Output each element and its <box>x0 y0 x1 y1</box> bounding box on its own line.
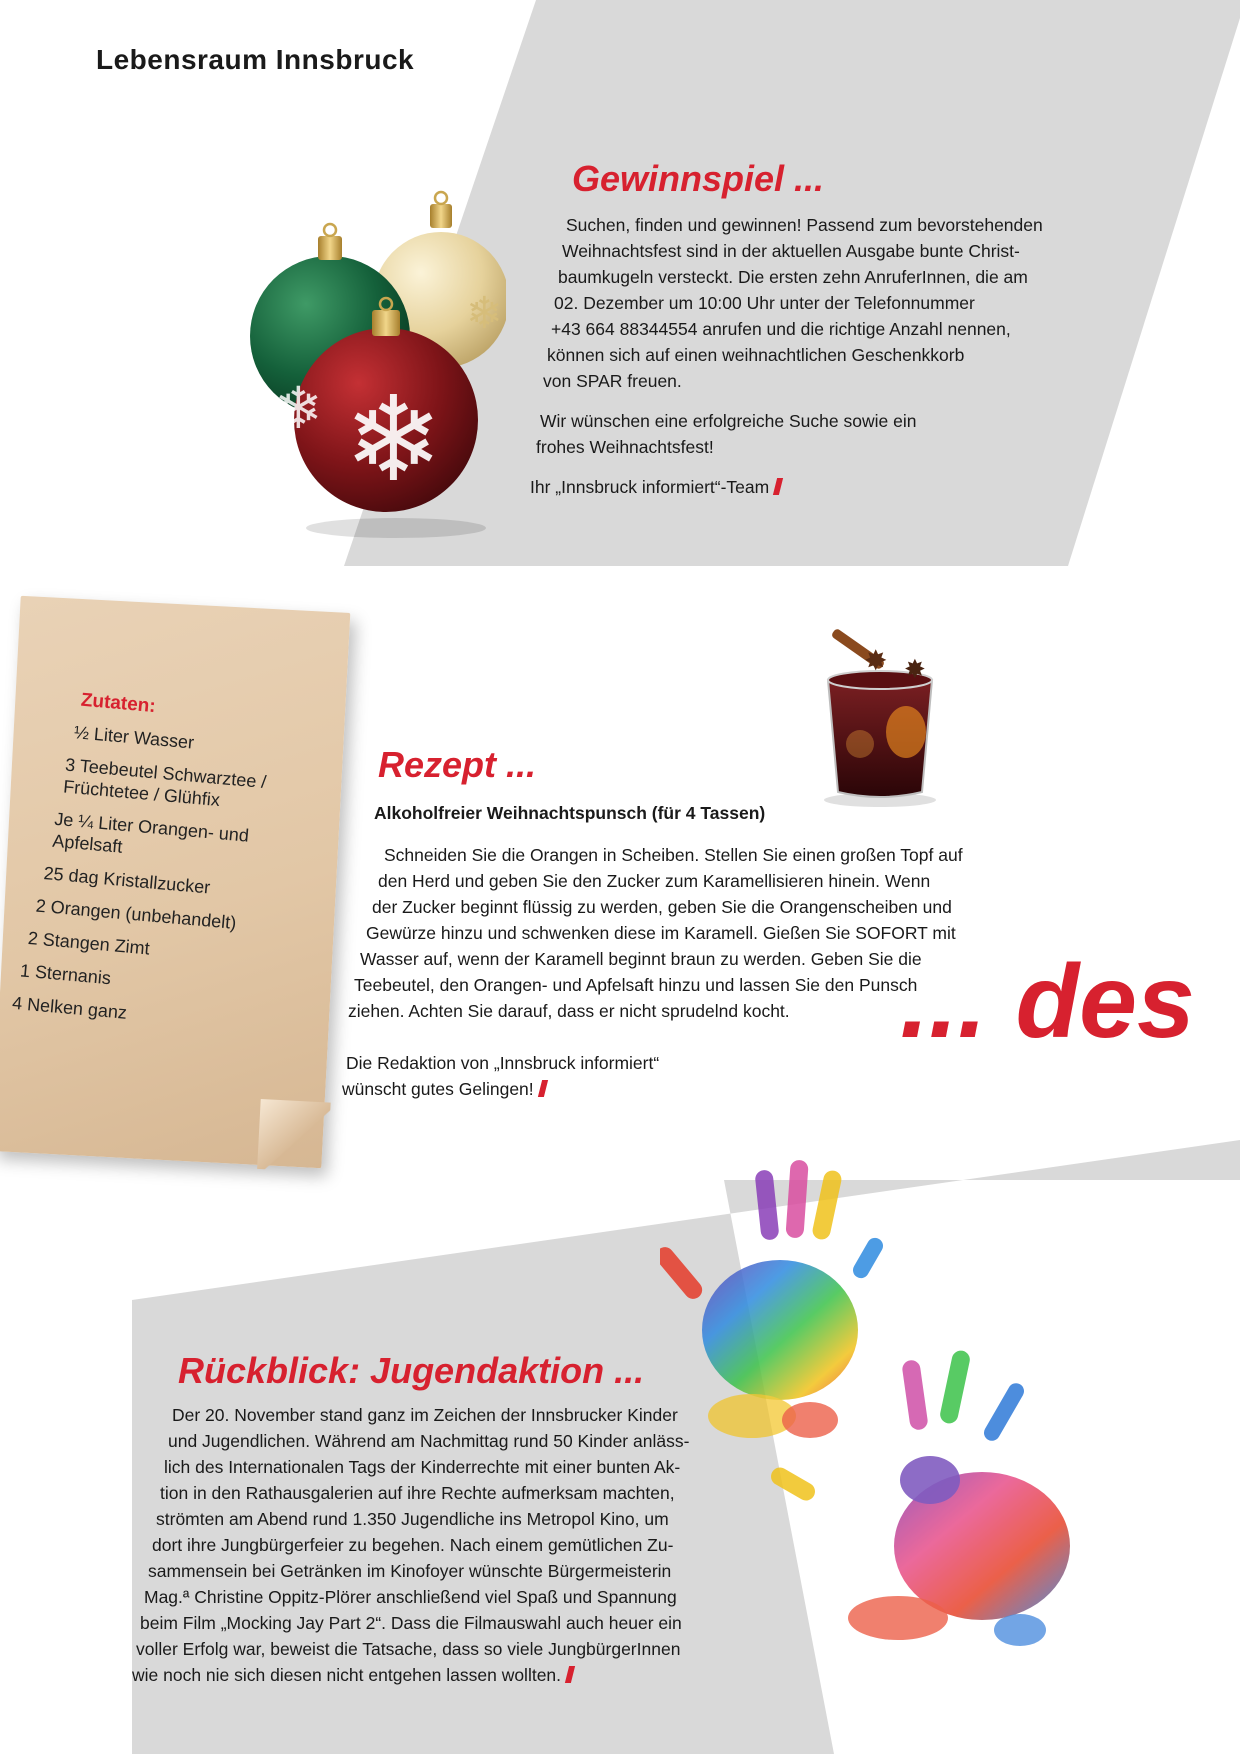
gewinnspiel-line: Suchen, finden und gewinnen! Passend zum bevorstehenden <box>566 215 1043 235</box>
handprint-left <box>660 1160 886 1438</box>
punch-glass-image <box>808 624 958 814</box>
page-header-title: Lebensraum Innsbruck <box>96 44 415 75</box>
big-des-text: ... des <box>900 944 1195 1060</box>
rueckblick-line: beim Film „Mocking Jay Part 2“. Dass die Filmauswahl auch heuer ein <box>140 1613 682 1633</box>
star-anise-icon: ✸ <box>904 655 926 685</box>
ingredient-item: 4 Nelken ganz <box>11 992 128 1023</box>
ingredient-item: 1 Sternanis <box>19 960 112 989</box>
ingredient-item: ½ Liter Wasser <box>73 722 195 753</box>
gewinnspiel-line: können sich auf einen weihnachtlichen Geschenkkorb <box>547 345 965 365</box>
orange-highlight <box>846 730 874 758</box>
orange-slice <box>886 706 926 758</box>
gold-snowflake-icon: ❄ <box>466 288 503 339</box>
gewinnspiel-title: Gewinnspiel ... <box>572 158 825 199</box>
rezept-line: den Herd und geben Sie den Zucker zum Karamellisieren hinein. Wenn <box>378 871 931 891</box>
green-ornament-cap <box>318 236 342 260</box>
gewinnspiel-wish-line: frohes Weihnachtsfest! <box>536 437 714 457</box>
rezept-line: der Zucker beginnt flüssig zu werden, geben Sie die Orangenscheiben und <box>372 897 952 917</box>
gold-ornament-hook <box>435 192 447 204</box>
rueckblick-title: Rückblick: Jugendaktion ... <box>178 1350 645 1391</box>
rezept-closing-line <box>342 1076 546 1103</box>
ingredient-item: 2 Stangen Zimt <box>27 927 151 959</box>
gold-ornament-cap <box>430 204 452 228</box>
rueckblick-line: lich des Internationalen Tags der Kinderrechte mit einer bunten Ak- <box>164 1457 681 1477</box>
gewinnspiel-line: 02. Dezember um 10:00 Uhr unter der Telefonnummer <box>554 293 975 313</box>
rueckblick-line: dort ihre Jungbürgerfeier zu begehen. Nach einem gemütlichen Zu- <box>152 1535 674 1555</box>
green-ornament-hook <box>324 224 336 236</box>
ingredient-item: 25 dag Kristallzucker <box>42 863 212 898</box>
rezept-line: Gewürze hinzu und schwenken diese im Karamell. Gießen Sie SOFORT mit <box>366 923 956 943</box>
rezept-closing-line: Die Redaktion von „Innsbruck informiert“ <box>346 1053 660 1073</box>
red-ornament-cap <box>372 310 400 336</box>
gewinnspiel-signature <box>530 474 781 501</box>
gewinnspiel-line: Weihnachtsfest sind in der aktuellen Ausgabe bunte Christ- <box>562 241 1020 261</box>
rueckblick-last-text: wie noch nie sich diesen nicht entgehen lassen wollten. <box>132 1665 562 1685</box>
gewinnspiel-line: von SPAR freuen. <box>543 371 682 391</box>
ornament-shadow <box>306 518 486 538</box>
red-snowflake-small-icon: ❄ <box>274 374 323 442</box>
rezept-line: Teebeutel, den Orangen- und Apfelsaft hinzu und lassen Sie den Punsch <box>354 975 918 995</box>
ingredient-item: 2 Orangen (unbehandelt) <box>34 895 238 933</box>
rezept-title: Rezept ... <box>378 744 537 785</box>
ingredients-title: Zutaten: <box>80 689 157 718</box>
rueckblick-line: Mag.ª Christine Oppitz-Plörer anschließend viel Spaß und Spannung <box>144 1587 677 1607</box>
gewinnspiel-wish-line: Wir wünschen eine erfolgreiche Suche sowie ein <box>540 411 917 431</box>
rueckblick-line: tion in den Rathausgalerien auf ihre Rechte aufmerksam machten, <box>160 1483 675 1503</box>
paper-curl <box>257 1099 331 1173</box>
rueckblick-line: sammensein bei Getränken im Kinofoyer wünschte Bürgermeisterin <box>148 1561 672 1581</box>
rezept-line: ziehen. Achten Sie darauf, dass er nicht sprudelnd kocht. <box>348 1001 790 1021</box>
red-snowflake-large-icon: ❄ <box>344 370 443 508</box>
rezept-line: Schneiden Sie die Orangen in Scheiben. Stellen Sie einen großen Topf auf <box>384 845 963 865</box>
gewinnspiel-line: +43 664 88344554 anrufen und die richtige Anzahl nennen, <box>551 319 1011 339</box>
ingredient-item: Je ¼ Liter Orangen- und Apfelsaft <box>51 808 250 857</box>
rueckblick-line <box>132 1662 573 1689</box>
rueckblick-line: strömten am Abend rund 1.350 Jugendliche ins Metropol Kino, um <box>156 1509 669 1529</box>
rueckblick-line: voller Erfolg war, beweist die Tatsache, dass so viele JungbürgerInnen <box>136 1639 681 1659</box>
gewinnspiel-line: baumkugeln versteckt. Die ersten zehn AnruferInnen, die am <box>558 267 1028 287</box>
ingredients-list <box>10 686 289 1046</box>
star-anise-icon: ✸ <box>864 644 888 677</box>
rueckblick-line: Der 20. November stand ganz im Zeichen der Innsbrucker Kinder <box>172 1405 678 1425</box>
signature-text: Ihr „Innsbruck informiert“-Team <box>530 477 770 497</box>
ingredient-item: 3 Teebeutel Schwarztee / Früchtetee / Glühfix <box>62 754 268 811</box>
handprint-right <box>768 1349 1070 1646</box>
rezept-closing-text: wünscht gutes Gelingen! <box>342 1079 534 1099</box>
handprints-image <box>660 1160 1240 1754</box>
rezept-subtitle: Alkoholfreier Weihnachtspunsch (für 4 Tassen) <box>374 803 766 823</box>
christmas-ornaments-image <box>236 188 506 548</box>
rezept-line: Wasser auf, wenn der Karamell beginnt braun zu werden. Geben Sie die <box>360 949 922 969</box>
rueckblick-line: und Jugendlichen. Während am Nachmittag rund 50 Kinder anläss- <box>168 1431 690 1451</box>
